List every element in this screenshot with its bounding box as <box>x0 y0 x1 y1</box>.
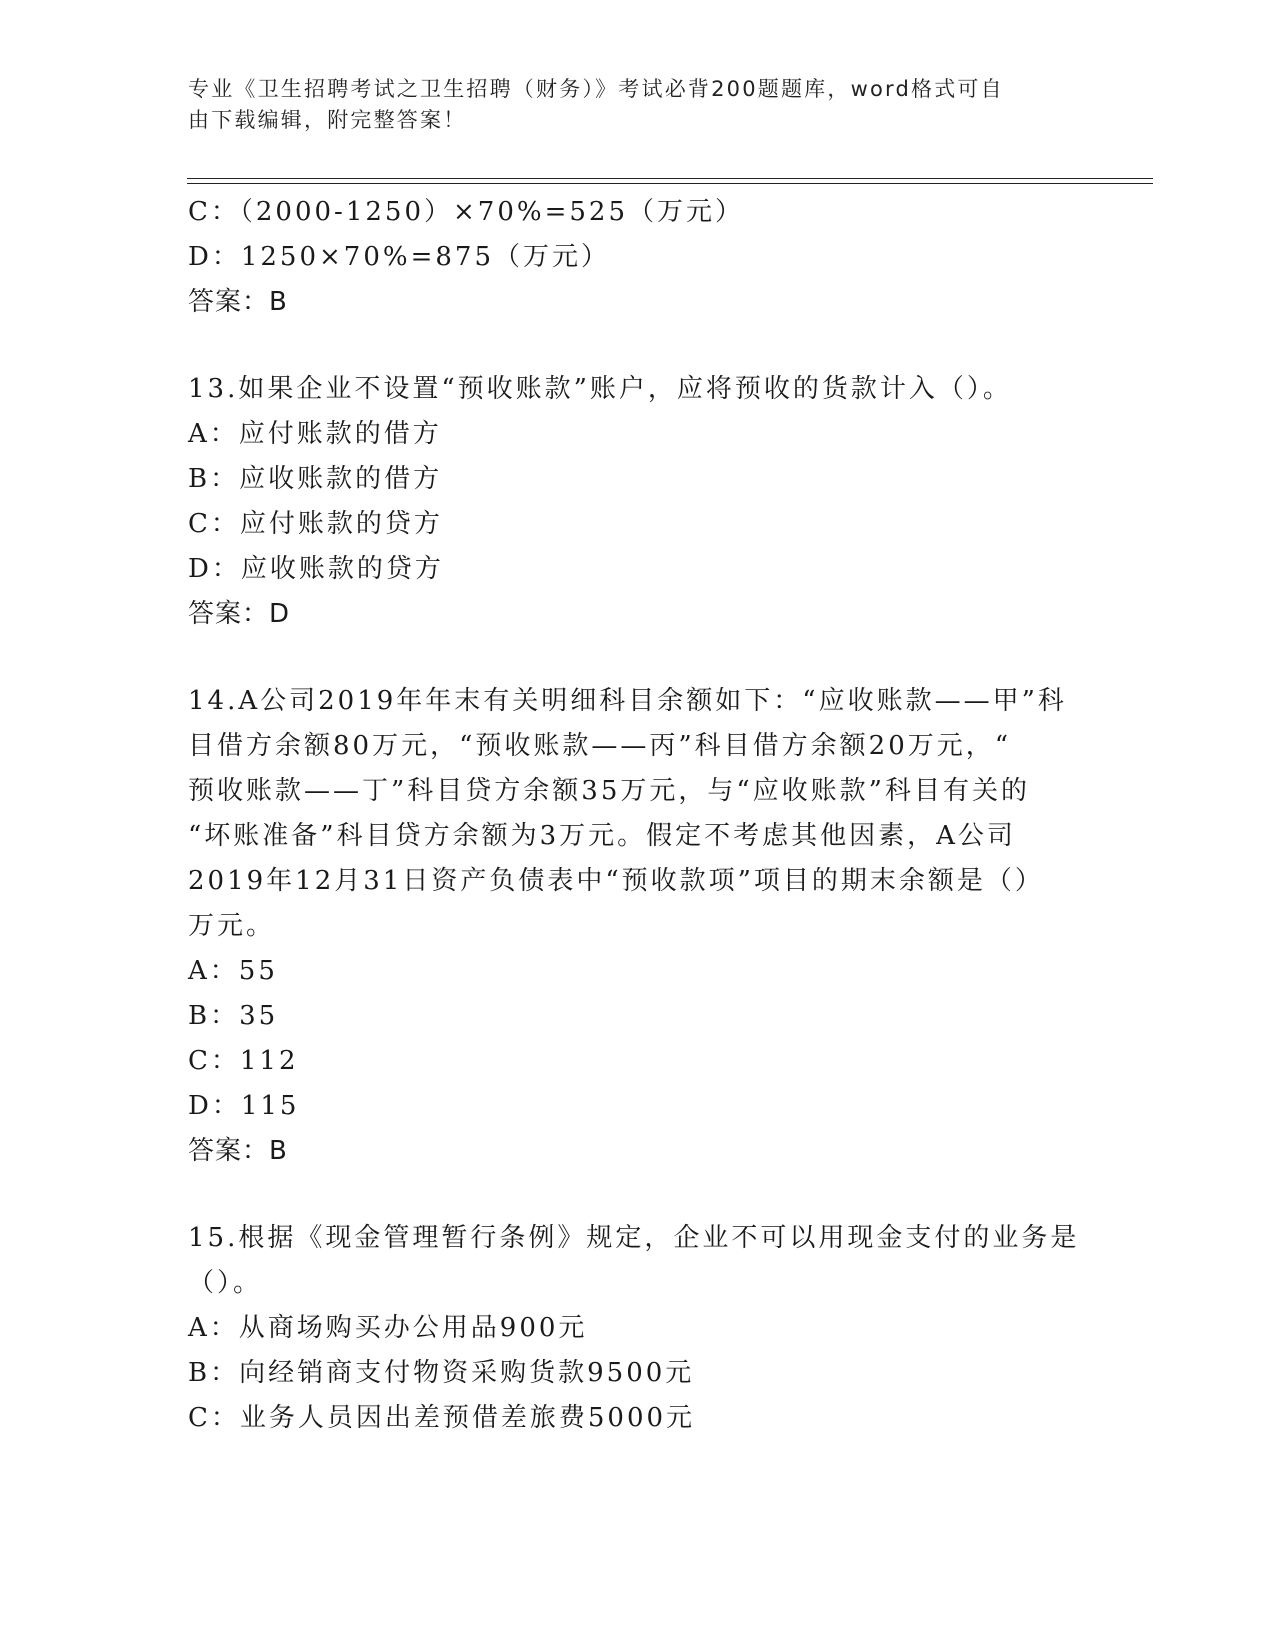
option-b: B：35 <box>188 1001 279 1031</box>
answer-line: 答案：B <box>188 1136 288 1166</box>
question-14 <box>188 679 1088 1174</box>
option-c: C：（2000-1250）×70%=525（万元） <box>188 197 745 227</box>
document-header <box>188 74 1068 136</box>
option-c: C：业务人员因出差预借差旅费5000元 <box>188 1403 696 1433</box>
header-divider-top <box>187 178 1153 179</box>
header-line-1: 专业《卫生招聘考试之卫生招聘（财务）》考试必背200题题库，word格式可自 <box>188 77 1004 101</box>
option-d: D：115 <box>188 1091 300 1121</box>
question-12-tail <box>188 190 1088 325</box>
question-stem-line: 15.根据《现金管理暂行条例》规定，企业不可以用现金支付的业务是 <box>188 1223 1080 1253</box>
option-b: B：应收账款的借方 <box>188 464 443 494</box>
header-divider-bottom <box>187 183 1153 184</box>
spacer <box>188 1174 1088 1216</box>
question-stem: 13.如果企业不设置“预收账款”账户，应将预收的货款计入（）。 <box>188 374 1012 404</box>
question-13 <box>188 367 1088 637</box>
question-stem-line: “坏账准备”科目贷方余额为3万元。假定不考虑其他因素，A公司 <box>188 821 1016 851</box>
question-stem-line: 万元。 <box>188 911 276 941</box>
spacer <box>188 637 1088 679</box>
answer-line: 答案：B <box>188 287 288 317</box>
spacer <box>188 325 1088 367</box>
question-stem-line: 目借方余额80万元，“预收账款——丙”科目借方余额20万元，“ <box>188 731 1012 761</box>
option-c: C：应付账款的贷方 <box>188 509 443 539</box>
option-b: B：向经销商支付物资采购货款9500元 <box>188 1358 695 1388</box>
question-stem-line: 14.A公司2019年年末有关明细科目余额如下：“应收账款——甲”科 <box>188 686 1067 716</box>
question-body <box>188 190 1088 1441</box>
answer-line: 答案：D <box>188 599 291 629</box>
question-stem-line: （）。 <box>188 1268 263 1298</box>
option-d: D：1250×70%=875（万元） <box>188 242 610 272</box>
option-d: D：应收账款的贷方 <box>188 554 444 584</box>
question-stem-line: 预收账款——丁”科目贷方余额35万元，与“应收账款”科目有关的 <box>188 776 1030 806</box>
option-a: A：55 <box>188 956 278 986</box>
option-a: A：从商场购买办公用品900元 <box>188 1313 588 1343</box>
option-a: A：应付账款的借方 <box>188 419 442 449</box>
option-c: C：112 <box>188 1046 299 1076</box>
header-line-2: 由下载编辑，附完整答案！ <box>188 108 467 132</box>
question-15 <box>188 1216 1088 1441</box>
question-stem-line: 2019年12月31日资产负债表中“预收款项”项目的期末余额是（） <box>188 866 1044 896</box>
